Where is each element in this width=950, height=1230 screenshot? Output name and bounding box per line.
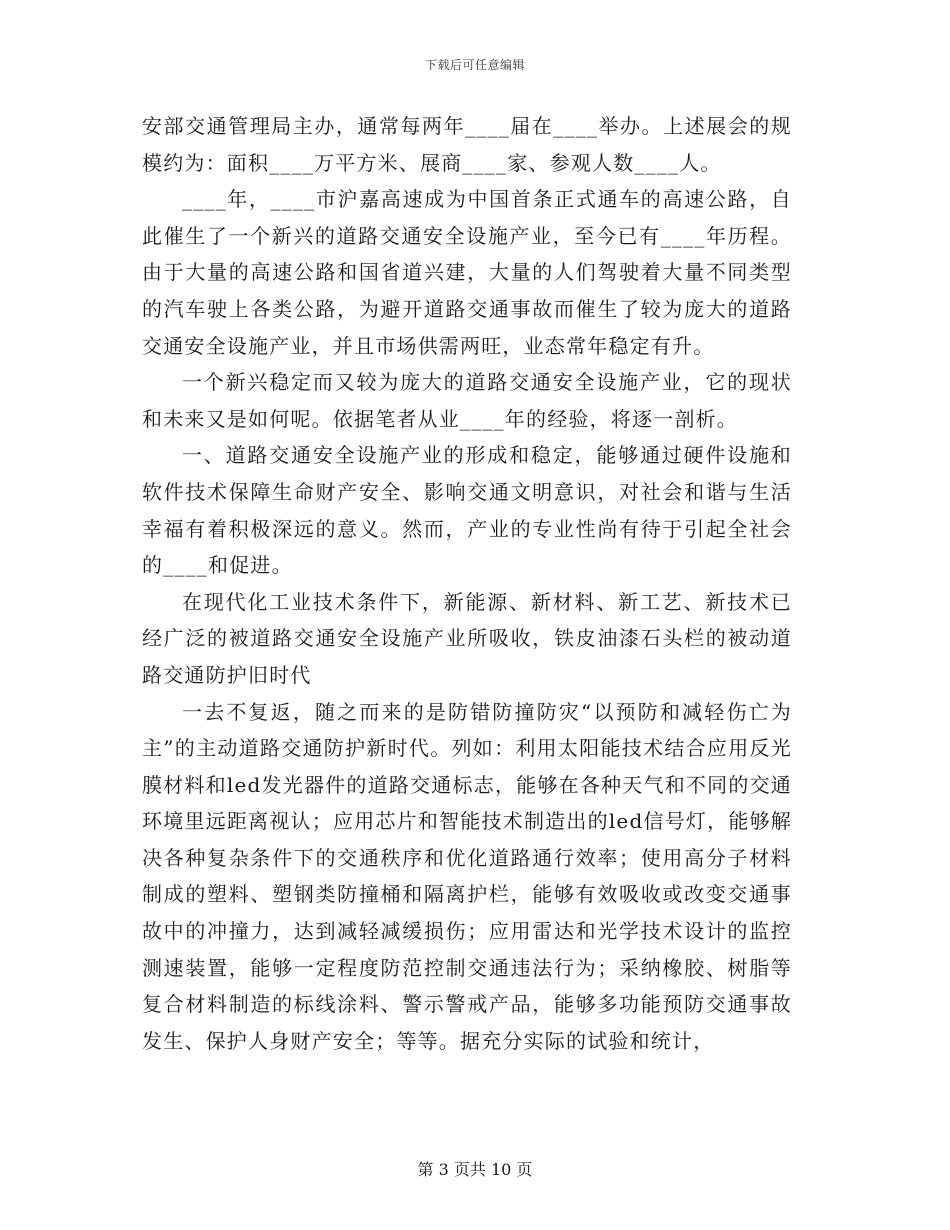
paragraph-1: 安部交通管理局主办，通常每两年____届在____举办。上述展会的规模约为：面积____万平方米、展商____家、参观人数____人。 <box>142 114 792 175</box>
paragraph-5: 在现代化工业技术条件下，新能源、新材料、新工艺、新技术已经广泛的被道路交通安全设施产业所吸收，铁皮油漆石头栏的被动道路交通防护旧时代 <box>142 589 792 687</box>
header-note: 下载后可任意编辑 <box>424 58 525 72</box>
paragraph-4: 一、道路交通安全设施产业的形成和稳定，能够通过硬件设施和软件技术保障生命财产安全、影响交通文明意识，对社会和谐与生活幸福有着积极深远的意义。然而，产业的专业性尚有待于引起全社会的____和促进。 <box>142 443 792 578</box>
paragraph-2: ____年，____市沪嘉高速成为中国首条正式通车的高速公路，自此催生了一个新兴的道路交通安全设施产业，至今已有____年历程。由于大量的高速公路和国省道兴建，大量的人们驾驶着大量不同类型的汽车驶上各类公路，为避开道路交通事故而催生了较为庞大的道路交通安全设施产业，并且市场供需两旺，业态常年稳定有升。 <box>142 187 792 358</box>
page-number: 第 3 页共 10 页 <box>417 1160 533 1179</box>
document-body <box>142 108 792 1059</box>
paragraph-3: 一个新兴稳定而又较为庞大的道路交通安全设施产业，它的现状和未来又是如何呢。依据笔者从业____年的经验，将逐一剖析。 <box>142 370 792 431</box>
paragraph-6: 一去不复返，随之而来的是防错防撞防灾“以预防和减轻伤亡为主”的主动道路交通防护新时代。列如：利用太阳能技术结合应用反光膜材料和led发光器件的道路交通标志，能够在各种天气和不同的交通环境里远距离视认；应用芯片和智能技术制造出的led信号灯，能够解决各种复杂条件下的交通秩序和优化道路通行效率；使用高分子材料制成的塑料、塑钢类防撞桶和隔离护栏，能够有效吸收或改变交通事故中的冲撞力，达到减轻减缓损伤；应用雷达和光学技术设计的监控测速装置，能够一定程度防范控制交通违法行为；采纳橡胶、树脂等复合材料制造的标线涂料、警示警戒产品，能够多功能预防交通事故发生、保护人身财产安全；等等。据充分实际的试验和统计， <box>142 699 792 1053</box>
